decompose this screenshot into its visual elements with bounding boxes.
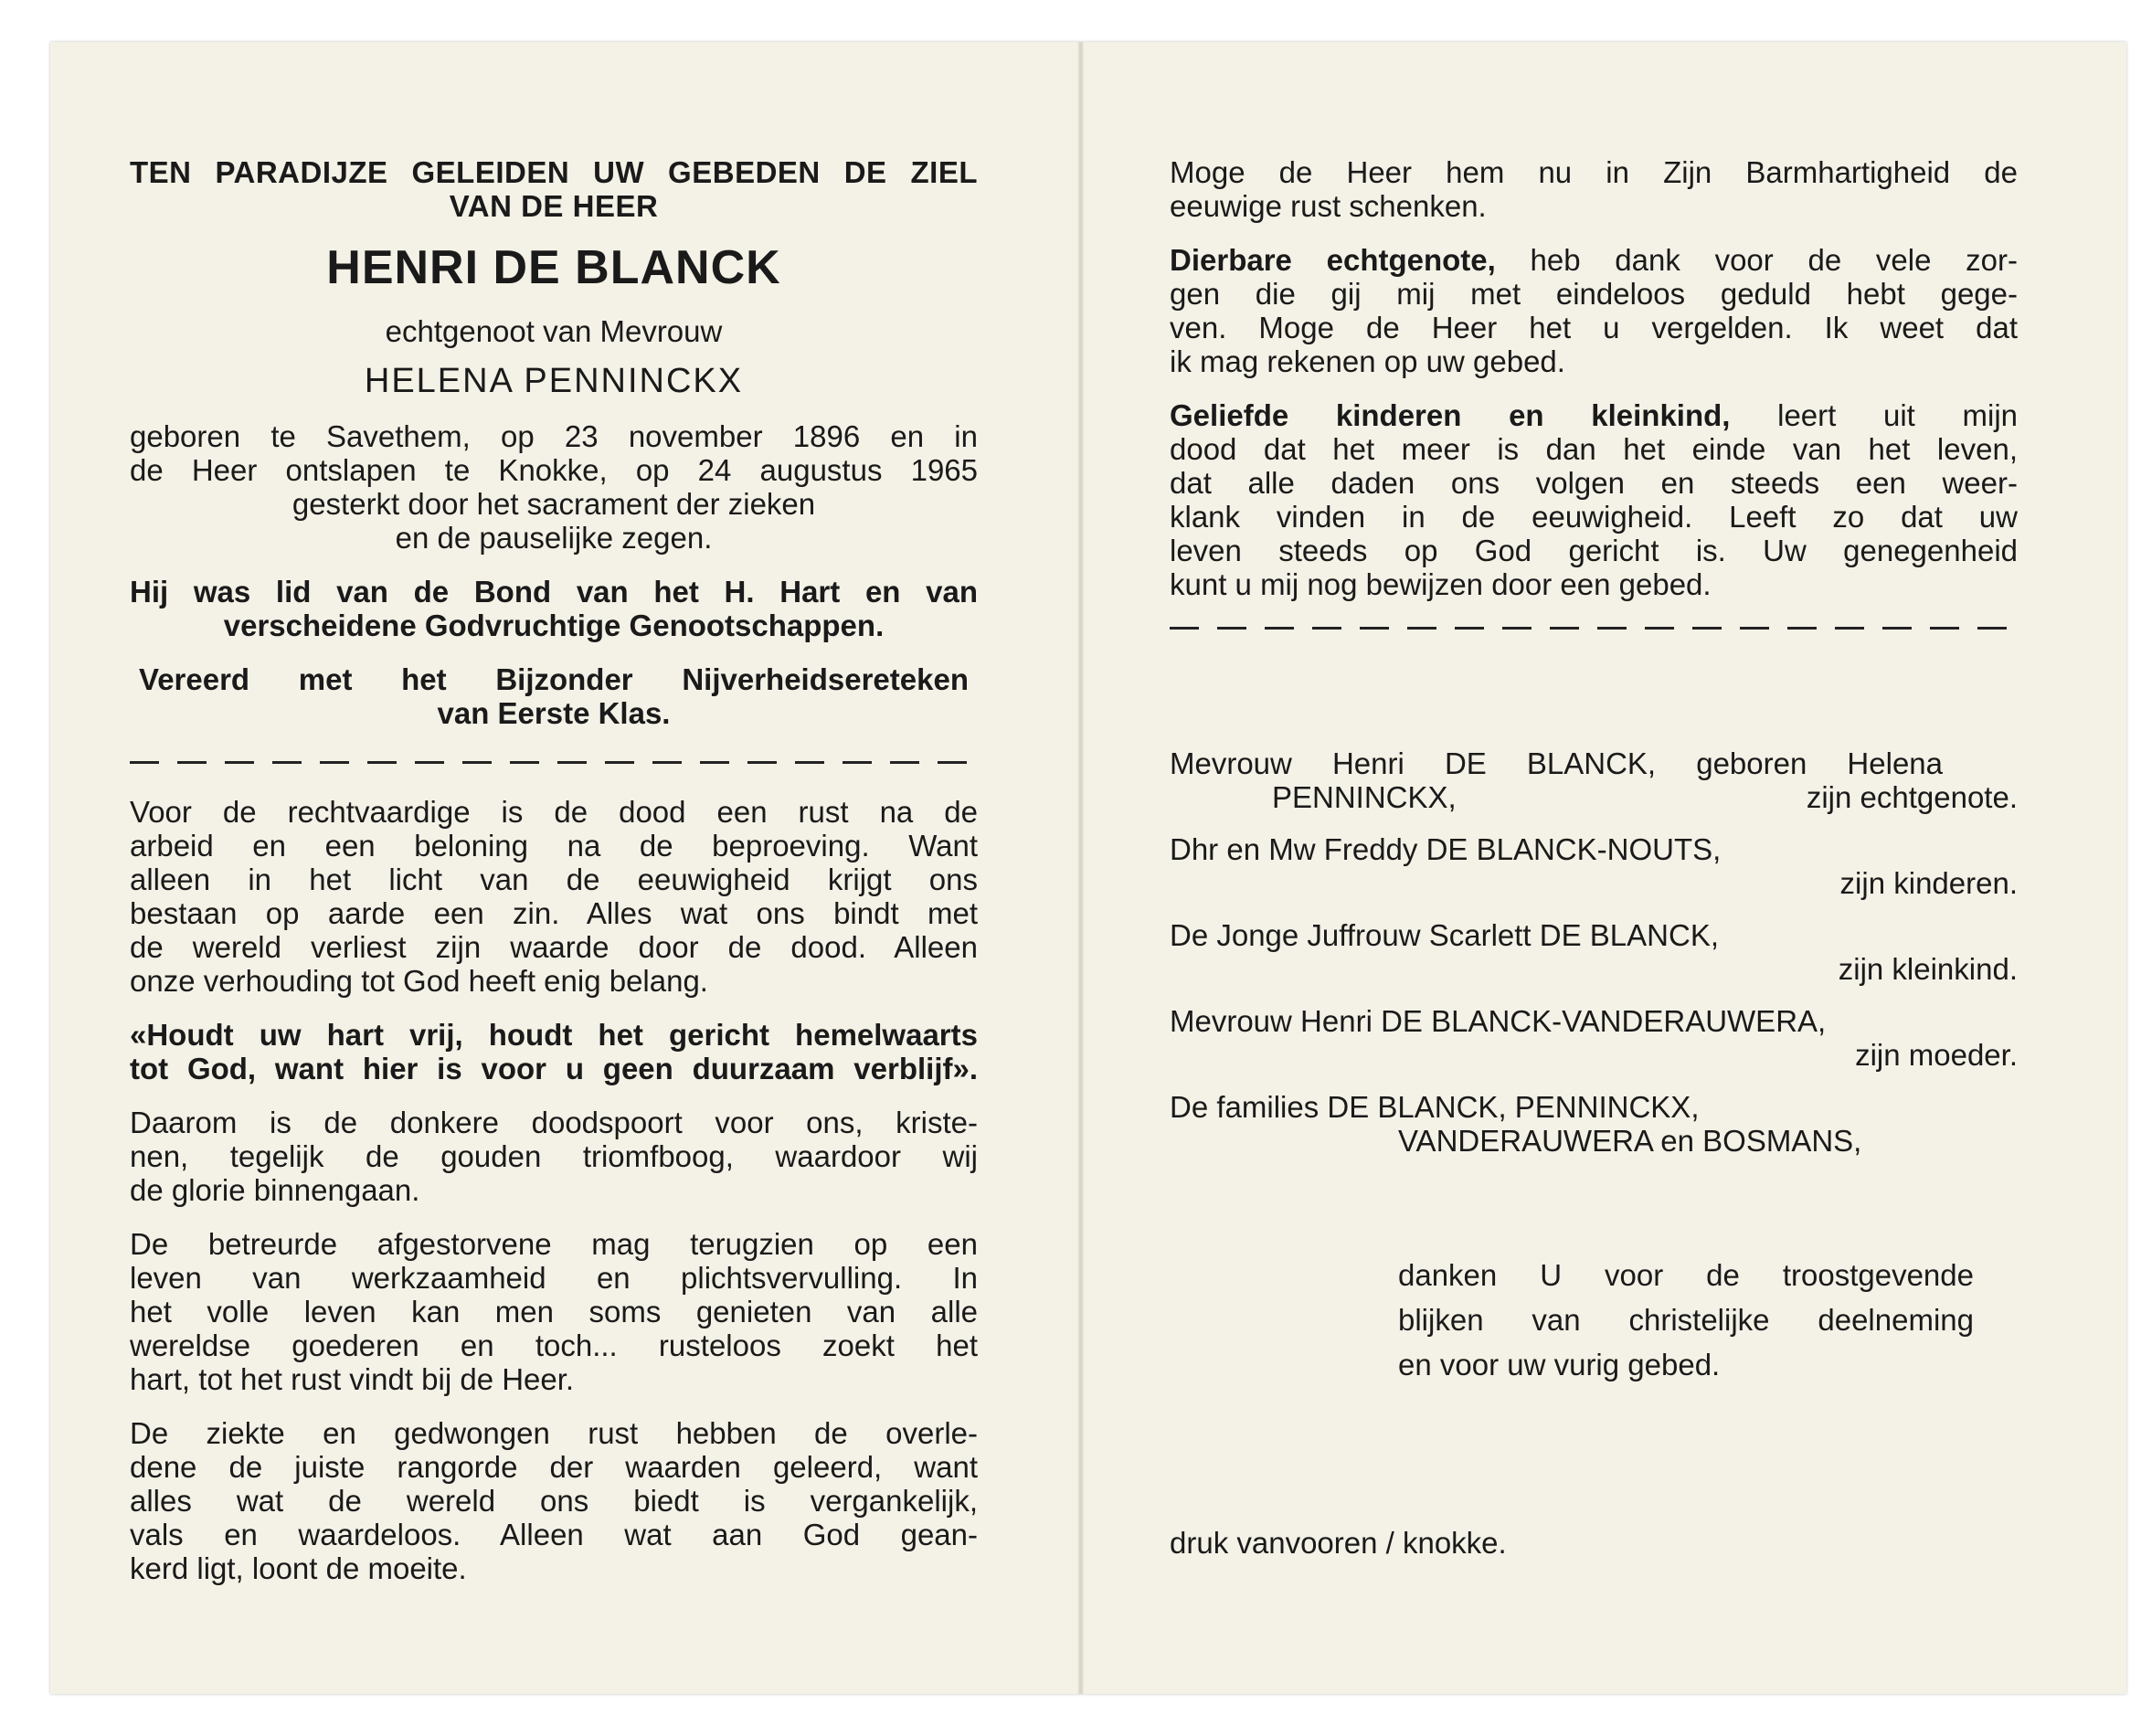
birth-line: de Heer ontslapen te Knokke, op 24 augustus 1965 — [130, 453, 978, 487]
birth-line: en de pauselijke zegen. — [395, 521, 713, 555]
text-line: onze verhouding tot God heeft enig belang. — [130, 964, 708, 998]
text-line: Moge de Heer hem nu in Zijn Barmhartigheid de — [1170, 155, 2018, 189]
spouse-name: HELENA PENNINCKX — [364, 362, 744, 400]
family-children-line: Dhr en Mw Freddy DE BLANCK-NOUTS, — [1170, 832, 1722, 866]
text-line: bestaan op aarde een zin. Alles wat ons bindt met — [130, 896, 978, 930]
text-line: de wereld verliest zijn waarde door de dood. Alleen — [130, 930, 978, 964]
deceased-name: HENRI DE BLANCK — [326, 241, 781, 294]
membership-line: Hij was lid van de Bond van het H. Hart en van — [130, 575, 978, 609]
text-line: wereldse goederen en toch... rusteloos zoekt het — [130, 1328, 978, 1362]
text-line: het volle leven kan men soms genieten van alle — [130, 1295, 978, 1328]
paragraph-righteous — [130, 795, 978, 998]
text-line: dene de juiste rangorde der waarden geleerd, want — [130, 1450, 978, 1484]
thanks-line: blijken van christelijke deelneming — [1398, 1303, 1974, 1337]
card-fold — [1078, 42, 1084, 1694]
text-line — [1170, 398, 2018, 432]
relation-label: zijn echtgenote. — [1806, 780, 2018, 814]
paragraph-life — [130, 1227, 978, 1396]
right-page-text — [1170, 155, 2018, 1560]
text-line: alleen in het licht van de eeuwigheid krijgt ons — [130, 863, 978, 896]
honor-text — [130, 662, 978, 730]
text-line: nen, tegelijk de gouden triomfboog, waardoor wij — [130, 1139, 978, 1173]
text-line: De betreurde afgestorvene mag terugzien op een — [130, 1227, 978, 1261]
thanks-message — [1398, 1253, 1974, 1387]
paragraph-gate — [130, 1106, 978, 1207]
paragraph-illness — [130, 1416, 978, 1585]
family-children-line — [1170, 866, 2018, 900]
text-line: De ziekte en gedwongen rust hebben de overle- — [130, 1416, 978, 1450]
text-line: vals en waardeloos. Alleen wat aan God gean- — [130, 1518, 978, 1551]
membership-text — [130, 575, 978, 642]
family-wife-line: Mevrouw Henri DE BLANCK, geboren Helena — [1170, 746, 1943, 780]
printer-imprint: druk vanvooren / knokke. — [1170, 1526, 1507, 1560]
heading-line-2: VAN DE HEER — [449, 189, 659, 223]
family-families-line: De families DE BLANCK, PENNINCKX, — [1170, 1090, 1700, 1124]
spouse-label: echtgenoot van Mevrouw — [385, 314, 723, 348]
children-address: Geliefde kinderen en kleinkind, — [1170, 398, 1731, 432]
text-line: dood dat het meer is dan het einde van het leven, — [1170, 432, 2018, 466]
text-line: hart, tot het rust vindt bij de Heer. — [130, 1362, 575, 1396]
birth-death-details — [130, 419, 978, 555]
dashed-divider — [1170, 627, 2018, 630]
dashed-divider — [130, 761, 978, 764]
left-page-text — [130, 155, 978, 1585]
text-line: leven van werkzaamheid en plichtsvervulling. In — [130, 1261, 978, 1295]
prayer — [1170, 155, 2018, 223]
text-line: leven steeds op God gericht is. Uw genegenheid — [1170, 534, 2018, 567]
text-line: kunt u mij nog bewijzen door een gebed. — [1170, 567, 1712, 601]
spouse-address: Dierbare echtgenote, — [1170, 243, 1496, 277]
honor-line: van Eerste Klas. — [437, 696, 671, 730]
birth-line: geboren te Savethem, op 23 november 1896 en in — [130, 419, 978, 453]
text-line: gen die gij mij met eindeloos geduld hebt gege- — [1170, 277, 2018, 311]
relation-label: zijn moeder. — [1855, 1038, 2018, 1072]
text-line: ik mag rekenen op uw gebed. — [1170, 344, 1565, 378]
family-mother-line — [1170, 1038, 2018, 1072]
relation-label: zijn kinderen. — [1839, 866, 2018, 900]
thanks-line: en voor uw vurig gebed. — [1398, 1348, 1721, 1381]
text-line: eeuwige rust schenken. — [1170, 189, 1487, 223]
paragraph-children — [1170, 398, 2018, 601]
family-list — [1170, 746, 2018, 1158]
text-line: kerd ligt, loont de moeite. — [130, 1551, 467, 1585]
text-fragment: leert uit mijn — [1777, 398, 2018, 432]
birth-line: gesterkt door het sacrament der zieken — [291, 487, 816, 521]
family-wife-line — [1170, 780, 2018, 814]
text-fragment: heb dank voor de vele zor- — [1530, 243, 2018, 277]
family-mother-line: Mevrouw Henri DE BLANCK-VANDERAUWERA, — [1170, 1004, 1827, 1038]
family-grandchild-line: De Jonge Juffrouw Scarlett DE BLANCK, — [1170, 918, 1719, 952]
family-grandchild-line — [1170, 952, 2018, 986]
paragraph-spouse — [1170, 243, 2018, 378]
text-line: dat alle daden ons volgen en steeds een weer- — [1170, 466, 2018, 500]
quote-line: tot God, want hier is voor u geen duurzaam verblijf». — [130, 1052, 978, 1085]
family-families-line: VANDERAUWERA en BOSMANS, — [1398, 1124, 1862, 1158]
text-line — [1170, 243, 2018, 277]
membership-line: verscheidene Godvruchtige Genootschappen. — [223, 609, 885, 642]
text-line: ven. Moge de Heer het u vergelden. Ik weet dat — [1170, 311, 2018, 344]
honor-line: Vereerd met het Bijzonder Nijverheidsereteken — [139, 662, 969, 696]
heading-line-1: TEN PARADIJZE GELEIDEN UW GEBEDEN DE ZIEL — [130, 155, 978, 189]
quote-line: «Houdt uw hart vrij, houdt het gericht hemelwaarts — [130, 1018, 978, 1052]
text-fragment: PENNINCKX, — [1272, 780, 1457, 814]
text-line: Daarom is de donkere doodspoort voor ons, kriste- — [130, 1106, 978, 1139]
text-line: klank vinden in de eeuwigheid. Leeft zo dat uw — [1170, 500, 2018, 534]
thanks-line: danken U voor de troostgevende — [1398, 1258, 1974, 1292]
text-line: arbeid en een beloning na de beproeving. Want — [130, 829, 978, 863]
text-line: de glorie binnengaan. — [130, 1173, 420, 1207]
quote — [130, 1018, 978, 1085]
relation-label: zijn kleinkind. — [1838, 952, 2018, 986]
text-line: alles wat de wereld ons biedt is vergankelijk, — [130, 1484, 978, 1518]
text-line: Voor de rechtvaardige is de dood een rust na de — [130, 795, 978, 829]
